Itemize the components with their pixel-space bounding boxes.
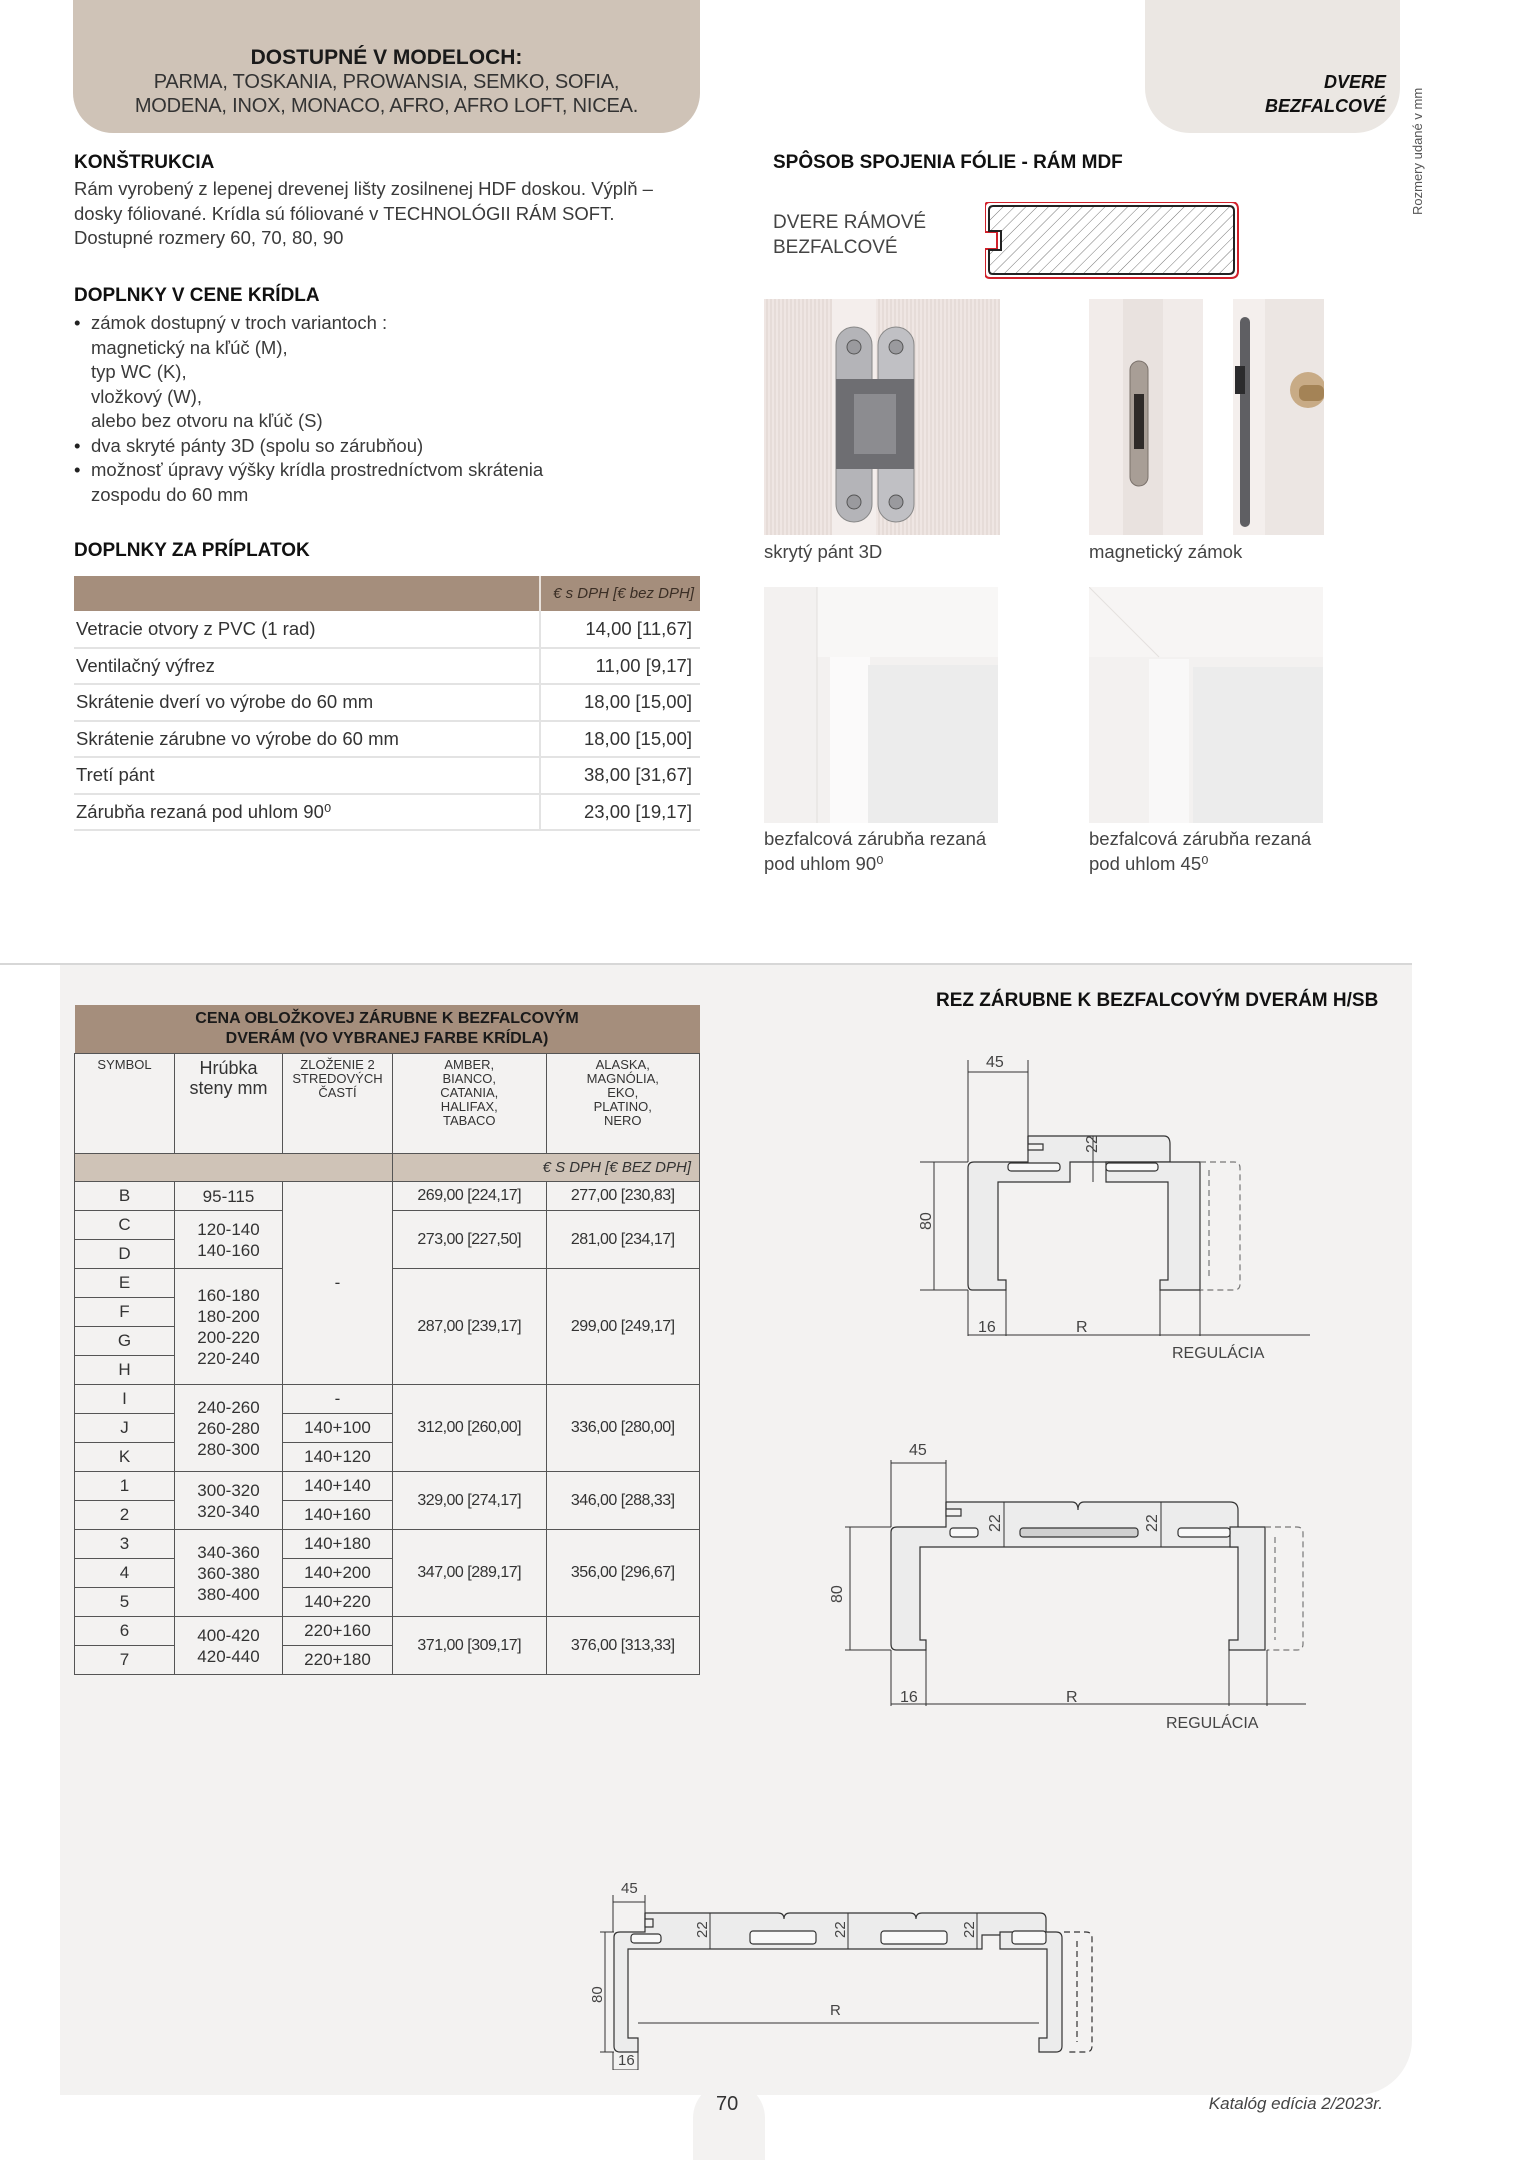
symbol-cell: 1 [75,1472,175,1501]
table-row [75,1530,700,1559]
included-subitem: vložkový (W), [91,385,202,407]
thickness-cell [175,1530,283,1617]
included-subitem: typ WC (K), [91,361,187,382]
col-comp-line: ČASTÍ [318,1085,357,1100]
unit-spacer [75,1154,393,1182]
construction-line: Dostupné rozmery 60, 70, 80, 90 [74,227,344,248]
symbol-cell: 6 [75,1617,175,1646]
thickness-value: 240-260 [197,1397,260,1417]
extras-item-price: 18,00 [15,00] [540,684,700,721]
included-item-text: možnosť úpravy výšky krídla prostredníctvom skrátenia [91,459,544,480]
table-row [75,1385,700,1414]
dim-r: R [1076,1319,1088,1336]
dim-22: 22 [694,1921,711,1938]
included-item [74,311,543,336]
lock-caption: magnetický zámok [1089,541,1243,562]
thickness-value: 340-360 [197,1542,260,1562]
col-thickness [175,1054,283,1154]
table-row [74,794,700,831]
extras-item-name: Ventilačný výfrez [74,648,540,685]
frame-45-caption [1089,826,1311,876]
color-name: TABACO [443,1113,496,1128]
dim-80: 80 [829,1585,846,1603]
thickness-value: 160-180 [197,1285,260,1305]
frame-table-title [75,1005,700,1054]
table-row [74,648,700,685]
regulation-label: REGULÁCIA [1166,1715,1259,1732]
composition-cell: 140+220 [283,1588,393,1617]
dim-22: 22 [1084,1135,1101,1153]
construction-line: dosky fóliované. Krídla sú fóliované v TECHNOLÓGII RÁM SOFT. [74,202,615,224]
table-row [74,611,700,648]
symbol-cell: B [75,1182,175,1211]
price-group2-cell: 277,00 [230,83] [546,1182,700,1211]
col-color-group-2 [546,1054,700,1154]
color-name: PLATINO, [593,1099,652,1114]
thickness-value: 220-240 [197,1348,260,1368]
extras-item-name: Skrátenie dverí vo výrobe do 60 mm [74,684,540,721]
composition-cell: - [283,1385,393,1414]
dim-45: 45 [986,1054,1004,1071]
symbol-cell: 5 [75,1588,175,1617]
dim-r: R [1066,1689,1078,1706]
price-group1-cell: 273,00 [227,50] [393,1211,547,1269]
symbol-cell: 7 [75,1646,175,1675]
joining-label-line: BEZFALCOVÉ [773,237,898,258]
color-name: EKO, [607,1085,639,1100]
composition-cell: 140+140 [283,1472,393,1501]
extras-item-name: Zárubňa rezaná pod uhlom 90⁰ [74,794,540,831]
col-comp-line: ZLOŽENIE 2 [300,1057,375,1072]
frame-45-photo [1089,587,1323,823]
color-name: AMBER, [444,1057,495,1072]
section-drawing-1 [900,1040,1340,1360]
construction-text [74,177,653,251]
title-line: CENA OBLOŽKOVEJ ZÁRUBNE K BEZFALCOVÝM [195,1010,579,1027]
symbol-cell: F [75,1298,175,1327]
category-line2: BEZFALCOVÉ [1264,96,1386,116]
dim-80: 80 [918,1212,935,1230]
thickness-value: 320-340 [197,1501,260,1521]
frame-table-header-row [75,1054,700,1154]
col-comp-line: STREDOVÝCH [292,1071,383,1086]
included-list [74,311,543,507]
symbol-cell: G [75,1327,175,1356]
price-group1-cell: 269,00 [224,17] [393,1182,547,1211]
lock-strike-photo [1089,299,1203,535]
hinge-photo [764,299,1000,535]
thickness-cell [175,1269,283,1385]
composition-cell: 140+180 [283,1530,393,1559]
title-line: DVERÁM (VO VYBRANEJ FARBE KRÍDLA) [225,1030,549,1047]
dimensions-note: Rozmery udané v mm [1410,87,1425,215]
thickness-cell [175,1385,283,1472]
thickness-value: 180-200 [197,1306,260,1326]
composition-cell: 220+180 [283,1646,393,1675]
extras-table [74,576,700,831]
dim-r: R [830,2002,841,2019]
included-subitem: alebo bez otvoru na kľúč (S) [91,410,323,431]
dim-22: 22 [961,1921,978,1938]
models-title: DOSTUPNÉ V MODELOCH: [250,46,523,69]
included-item-text: zámok dostupný v troch variantoch : [91,312,388,333]
section-drawing-2 [820,1420,1320,1740]
thickness-value: 360-380 [197,1563,260,1583]
caption-line: pod uhlom 45⁰ [1089,853,1209,874]
dim-22: 22 [987,1514,1004,1532]
section-drawing-3 [580,1855,1380,2070]
symbol-cell: H [75,1356,175,1385]
composition-cell: 140+160 [283,1501,393,1530]
thickness-value: 260-280 [197,1418,260,1438]
caption-line: pod uhlom 90⁰ [764,853,884,874]
mdf-profile [989,206,1234,274]
symbol-cell: 4 [75,1559,175,1588]
extras-item-price: 38,00 [31,67] [540,757,700,794]
category-line1: DVERE [1323,72,1386,92]
thickness-value: 200-220 [197,1327,260,1347]
category-tab [1145,0,1400,133]
symbol-cell: J [75,1414,175,1443]
price-group1-cell: 312,00 [260,00] [393,1385,547,1472]
thickness-cell [175,1472,283,1530]
magnetic-lock-photo [1233,299,1324,535]
price-group2-cell: 346,00 [288,33] [546,1472,700,1530]
price-group1-cell: 371,00 [309,17] [393,1617,547,1675]
extras-price-header: € s DPH [€ bez DPH] [540,576,700,611]
dim-16: 16 [900,1689,918,1706]
thickness-cell [175,1211,283,1269]
thickness-cell [175,1617,283,1675]
symbol-cell: E [75,1269,175,1298]
included-subitem: magnetický na kľúč (M), [91,336,288,358]
frame-corner-90-icon [764,587,998,823]
included-title: DOPLNKY V CENE KRÍDLA [74,285,320,306]
composition-cell: 140+120 [283,1443,393,1472]
joining-title: SPÔSOB SPOJENIA FÓLIE - RÁM MDF [773,152,1123,173]
lock-strike-icon [1089,299,1203,535]
dim-16: 16 [978,1319,996,1336]
construction-title: KONŠTRUKCIA [74,152,215,173]
symbol-cell: D [75,1240,175,1269]
unit-label: € S DPH [€ BEZ DPH] [393,1154,700,1182]
extras-header-row [74,576,700,611]
extras-item-name: Skrátenie zárubne vo výrobe do 60 mm [74,721,540,758]
extras-title: DOPLNKY ZA PRÍPLATOK [74,540,310,561]
thickness-cell: 95-115 [175,1182,283,1211]
caption-line: bezfalcová zárubňa rezaná [1089,828,1312,849]
regulation-label: REGULÁCIA [1172,1345,1265,1360]
dim-45: 45 [909,1442,927,1459]
color-name: CATANIA, [440,1085,499,1100]
extras-item-price: 11,00 [9,17] [540,648,700,685]
dim-80: 80 [589,1986,606,2003]
frame-90-photo [764,587,998,823]
thickness-value: 300-320 [197,1480,260,1500]
thickness-value: 120-140 [197,1219,260,1239]
table-row [75,1617,700,1646]
joining-label [773,210,926,260]
joining-label-line: DVERE RÁMOVÉ [773,212,927,233]
composition-cell: - [283,1182,393,1385]
col-symbol: SYMBOL [75,1054,175,1154]
price-group1-cell: 329,00 [274,17] [393,1472,547,1530]
frame-price-table [74,1005,700,1675]
symbol-cell: 2 [75,1501,175,1530]
price-group2-cell: 336,00 [280,00] [546,1385,700,1472]
color-name: HALIFAX, [440,1099,498,1114]
symbol-cell: I [75,1385,175,1414]
dim-22: 22 [1144,1514,1161,1532]
symbol-cell: K [75,1443,175,1472]
symbol-cell: C [75,1211,175,1240]
col-thickness-line: steny mm [189,1078,268,1098]
composition-cell: 140+100 [283,1414,393,1443]
color-name: ALASKA, [595,1057,650,1072]
thickness-value: 280-300 [197,1439,260,1459]
composition-cell: 220+160 [283,1617,393,1646]
table-row [74,721,700,758]
dim-45: 45 [621,1880,638,1897]
symbol-cell: 3 [75,1530,175,1559]
table-row [75,1472,700,1501]
dim-16: 16 [618,2052,635,2069]
col-composition [283,1054,393,1154]
magnetic-lock-icon [1233,299,1324,535]
included-item [74,458,543,483]
price-group2-cell: 299,00 [249,17] [546,1269,700,1385]
included-subitem: zospodu do 60 mm [91,483,249,505]
price-group1-cell: 287,00 [239,17] [393,1269,547,1385]
thickness-value: 420-440 [197,1646,260,1666]
frame-90-caption [764,826,986,876]
thickness-value: 400-420 [197,1625,260,1645]
hinge-caption: skrytý pánt 3D [764,541,883,562]
extras-item-price: 18,00 [15,00] [540,721,700,758]
extras-item-price: 14,00 [11,67] [540,611,700,648]
extras-name-header [74,576,540,611]
construction-line: Rám vyrobený z lepenej drevenej lišty zosilnenej HDF doskou. Výplň – [74,178,653,199]
caption-line: bezfalcová zárubňa rezaná [764,828,987,849]
extras-item-name: Tretí pánt [74,757,540,794]
price-group2-cell: 281,00 [234,17] [546,1211,700,1269]
table-row [74,684,700,721]
page-number: 70 [716,2093,739,2115]
table-row [74,757,700,794]
table-row [75,1182,700,1211]
dim-22: 22 [832,1921,849,1938]
included-item-text: dva skryté pánty 3D (spolu so zárubňou) [91,434,424,456]
extras-item-name: Vetracie otvory z PVC (1 rad) [74,611,540,648]
frame-table-title-row [75,1005,700,1054]
catalog-edition: Katalóg edícia 2/2023r. [1208,2094,1383,2113]
col-color-group-1 [393,1054,547,1154]
section-title: REZ ZÁRUBNE K BEZFALCOVÝM DVERÁM H/SB [936,990,1379,1011]
price-group1-cell: 347,00 [289,17] [393,1530,547,1617]
frame-corner-45-icon [1089,587,1323,823]
composition-cell: 140+200 [283,1559,393,1588]
hidden-hinge-icon [764,299,1000,535]
price-group2-cell: 376,00 [313,33] [546,1617,700,1675]
thickness-value: 140-160 [197,1240,260,1260]
frame-profile-diagram [985,202,1245,282]
price-group2-cell: 356,00 [296,67] [546,1530,700,1617]
models-tab [73,0,700,133]
frame-table-unit-row [75,1154,700,1182]
models-list-line2: MODENA, INOX, MONACO, AFRO, AFRO LOFT, NICEA. [134,95,639,117]
color-name: NERO [603,1113,642,1128]
thickness-value: 380-400 [197,1584,260,1604]
extras-item-price: 23,00 [19,17] [540,794,700,831]
col-thickness-line: Hrúbka [199,1058,258,1078]
models-list-line1: PARMA, TOSKANIA, PROWANSIA, SEMKO, SOFIA, [153,71,620,93]
color-name: MAGNÓLIA, [586,1071,659,1086]
included-item [74,434,543,459]
color-name: BIANCO, [442,1071,496,1086]
